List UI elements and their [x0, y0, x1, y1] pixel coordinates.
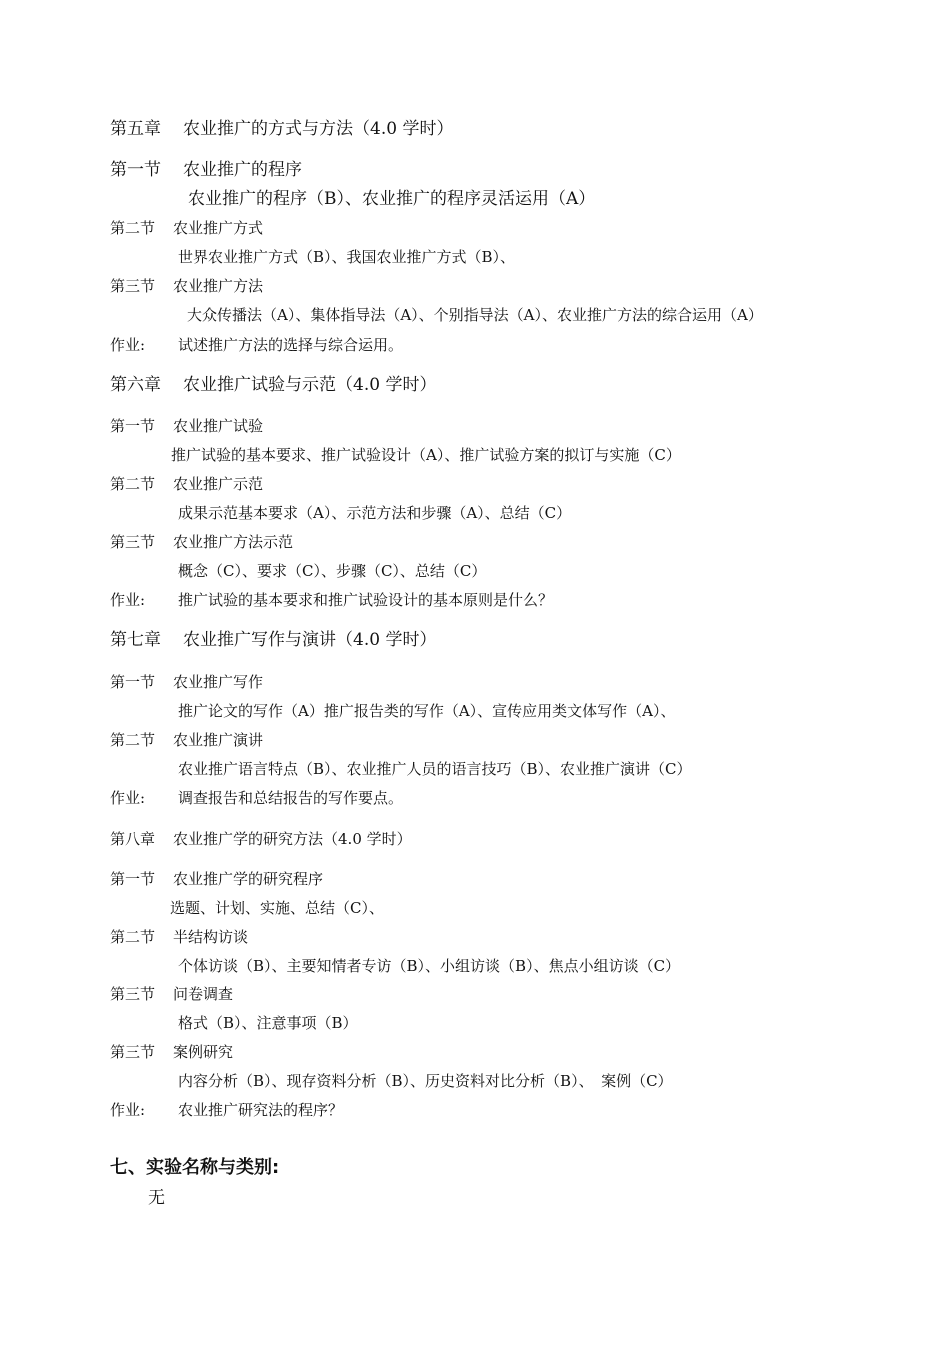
homework: [110, 593, 553, 608]
section-heading: [110, 221, 263, 236]
section-heading: [110, 419, 263, 434]
section-heading: [110, 675, 263, 690]
chapter-label: 第五章: [110, 119, 161, 139]
section-content: 推广论文的写作（A）推广报告类的写作（A）、宣传应用类文体写作（A）、: [178, 702, 676, 720]
section-title: 农业推广的程序: [183, 160, 302, 180]
homework-text: 农业推广研究法的程序？: [178, 1101, 344, 1119]
section-heading: [110, 279, 263, 294]
section-heading: [110, 1045, 233, 1060]
section-label: 第三节: [110, 985, 156, 1003]
section-label: 第二节: [110, 928, 156, 946]
homework-text: 试述推广方法的选择与综合运用。: [178, 336, 404, 354]
section-title: 农业推广方法: [173, 277, 264, 295]
section-content: 格式（B）、注意事项（B）: [178, 1014, 358, 1032]
section-label: 第一节: [110, 870, 156, 888]
section-label: 第三节: [110, 277, 156, 295]
section-title: 农业推广示范: [173, 475, 264, 493]
section-title: 农业推广写作: [173, 673, 264, 691]
homework-text: 推广试验的基本要求和推广试验设计的基本原则是什么？: [178, 591, 554, 609]
homework-label: 作业:: [110, 789, 146, 807]
section-label: 第一节: [110, 673, 156, 691]
section-label: 第一节: [110, 417, 156, 435]
chapter-label: 第六章: [110, 375, 161, 395]
section-content: 概念（C）、要求（C）、步骤（C）、总结（C）: [178, 562, 487, 580]
section-heading: [110, 535, 293, 550]
chapter-title: 农业推广学的研究方法（4.0 学时）: [173, 830, 412, 848]
section-title: 农业推广方法示范: [173, 533, 294, 551]
section-title: 农业推广学的研究程序: [173, 870, 324, 888]
section-content: 大众传播法（A）、集体指导法（A）、个别指导法（A）、农业推广方法的综合运用（A）: [187, 306, 763, 324]
section-title: 农业推广演讲: [173, 731, 264, 749]
chapter-title: 农业推广试验与示范（4.0 学时）: [183, 375, 437, 395]
section-label: 第三节: [110, 1043, 156, 1061]
homework-text: 调查报告和总结报告的写作要点。: [178, 789, 404, 807]
section-label: 第一节: [110, 160, 161, 180]
section-heading: [110, 872, 323, 887]
homework: [110, 1103, 343, 1118]
section-7-content: 无: [148, 1188, 165, 1208]
section-heading: [110, 477, 263, 492]
chapter-title: 农业推广写作与演讲（4.0 学时）: [183, 630, 437, 650]
section-content: 推广试验的基本要求、推广试验设计（A）、推广试验方案的拟订与实施（C）: [171, 446, 681, 464]
chapter-title: 农业推广的方式与方法（4.0 学时）: [183, 119, 454, 139]
homework: [110, 791, 403, 806]
section-title: 农业推广试验: [173, 417, 264, 435]
homework-label: 作业:: [110, 336, 146, 354]
section-content: 内容分析（B）、现存资料分析（B）、历史资料对比分析（B）、 案例（C）: [178, 1072, 673, 1090]
section-content: 农业推广语言特点（B）、农业推广人员的语言技巧（B）、农业推广演讲（C）: [178, 760, 692, 778]
section-content: 个体访谈（B）、主要知情者专访（B）、小组访谈（B）、焦点小组访谈（C）: [178, 957, 681, 975]
chapter-label: 第七章: [110, 630, 161, 650]
homework: [110, 338, 403, 353]
chapter-5-heading: [110, 121, 453, 138]
section-title: 农业推广方式: [173, 219, 264, 237]
section-title: 问卷调查: [173, 985, 234, 1003]
chapter-7-heading: [110, 632, 436, 649]
section-content: 农业推广的程序（B）、农业推广的程序灵活运用（A）: [188, 189, 596, 209]
section-label: 第三节: [110, 533, 156, 551]
section-heading: [110, 733, 263, 748]
section-content: 成果示范基本要求（A）、示范方法和步骤（A）、总结（C）: [178, 504, 572, 522]
chapter-8-heading: [110, 832, 412, 847]
section-title: 案例研究: [173, 1043, 234, 1061]
section-content: 世界农业推广方式（B）、我国农业推广方式（B）、: [178, 248, 516, 266]
homework-label: 作业:: [110, 1101, 146, 1119]
section-label: 第二节: [110, 475, 156, 493]
section-title: 半结构访谈: [173, 928, 249, 946]
section-label: 第二节: [110, 731, 156, 749]
section-heading: [110, 930, 248, 945]
chapter-6-heading: [110, 377, 436, 394]
section-label: 第二节: [110, 219, 156, 237]
section-content: 选题、计划、实施、总结（C）、: [170, 899, 384, 917]
section-heading: [110, 162, 302, 179]
section-7-heading: 七、实验名称与类别:: [110, 1157, 280, 1178]
homework-label: 作业:: [110, 591, 146, 609]
chapter-label: 第八章: [110, 830, 156, 848]
section-heading: [110, 987, 233, 1002]
